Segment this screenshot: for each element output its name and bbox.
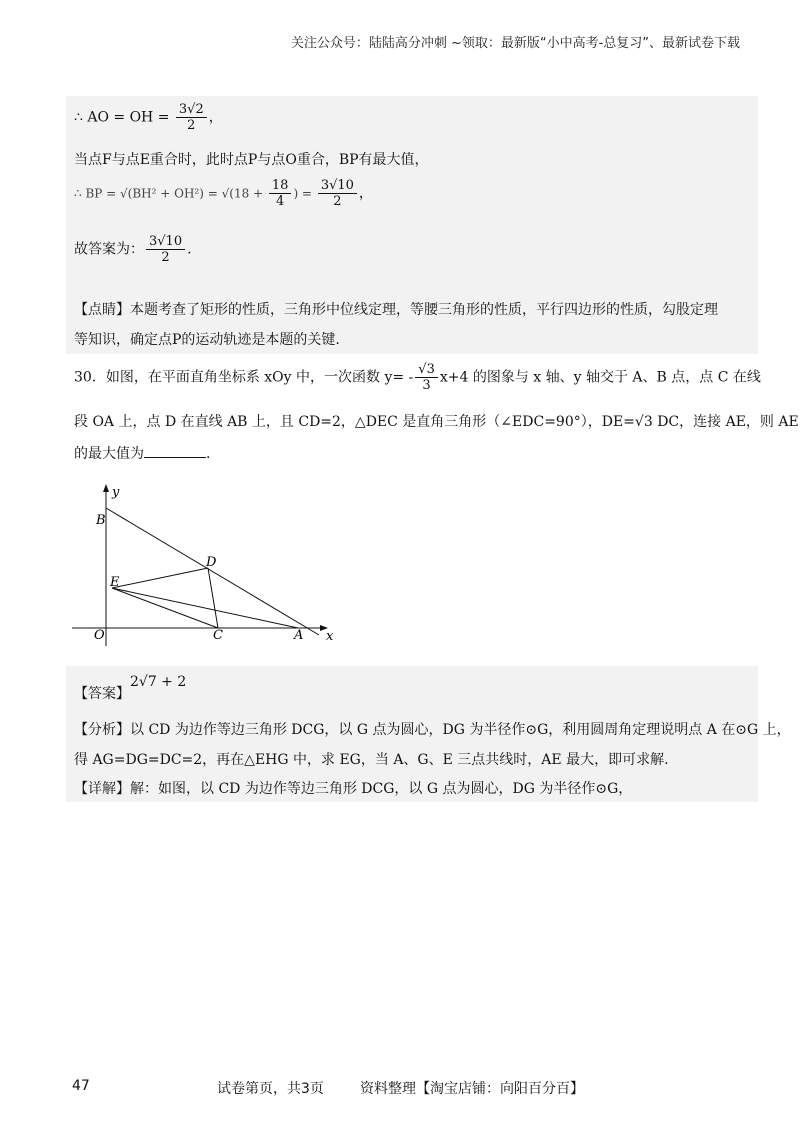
label-b: B	[96, 513, 106, 528]
y-axis-arrow	[103, 484, 109, 492]
answer-line: 故答案为： $\frac{3√10}{2}$ .	[74, 234, 192, 265]
analysis-line-1: 【分析】以 CD 为边作等边三角形 DCG，以 G 点为圆心，DG 为半径作⊙G，利用圆周角定理说明点 A 在⊙G 上，	[74, 722, 791, 738]
segment-ed	[112, 568, 208, 588]
ao-oh-line: ∴ AO = OH = $\frac{3√2}{2}$ ，	[74, 102, 223, 133]
fraction: $\frac{3√10}{2}$	[318, 178, 357, 209]
label-a: A	[294, 628, 304, 643]
bp-line: ∴ BP = √(BH² + OH²) = √(18 + $\frac{18}{4}$ ) = $\frac{3√10}{2}$ ，	[74, 178, 373, 209]
line-ab	[106, 508, 319, 635]
analysis-line-2: 得 AG=DG=DC=2，再在△EHG 中，求 EG，当 A、G、E 三点共线时，AE 最大，即可求解.	[74, 752, 669, 768]
detail-line-1: 【详解】解：如图，以 CD 为边作等边三角形 DCG，以 G 点为圆心，DG 为半径作⊙G，	[74, 781, 633, 797]
fraction: $\frac{√3}{3}$	[415, 362, 438, 393]
answer-blank	[144, 443, 206, 458]
dianjing-line-1: 【点睛】本题考查了矩形的性质，三角形中位线定理，等腰三角形的性质，平行四边形的性质，勾股定理	[74, 302, 718, 318]
segment-dc	[208, 568, 218, 628]
answer-row: 【答案】2√7 + 2	[74, 674, 187, 702]
fraction: $\frac{18}{4}$	[269, 178, 292, 209]
segment-ec	[112, 588, 218, 628]
fraction: $\frac{3√10}{2}$	[146, 234, 185, 265]
source-note: 资料整理【淘宝店铺：向阳百分百】	[360, 1081, 584, 1097]
page-header: 关注公众号：陆陆高分冲刺 ~领取：最新版“小中高考-总复习”、最新试卷下载	[290, 36, 740, 51]
label-c: C	[213, 628, 223, 643]
question-line-3: 的最大值为 .	[74, 443, 210, 464]
answer-value: 2√7 + 2	[130, 674, 187, 690]
page-number: 47	[72, 1078, 90, 1094]
label-d: D	[206, 555, 217, 570]
fraction: $\frac{3√2}{2}$	[176, 102, 207, 133]
label-o: O	[94, 628, 105, 643]
geometry-figure	[66, 476, 346, 656]
segment-ea	[112, 588, 298, 628]
dianjing-line-2: 等知识，确定点P的运动轨迹是本题的关键.	[74, 332, 340, 348]
coincide-line: 当点F与点E重合时，此时点P与点O重合，BP有最大值，	[74, 152, 429, 168]
page-info: 试卷第页，共3页	[217, 1081, 324, 1097]
label-e: E	[110, 575, 120, 590]
question-line-2: 段 OA 上，点 D 在直线 AB 上，且 CD=2，△DEC 是直角三角形（∠EDC=90°），DE=√3 DC，连接 AE，则 AE	[74, 414, 799, 430]
question-line-1: 30．如图，在平面直角坐标系 xOy 中，一次函数 y= - $\frac{√3}{3}$ x+4 的图象与 x 轴、y 轴交于 A、B 点，点 C 在线	[74, 362, 761, 393]
label-y: y	[112, 485, 120, 500]
label-x: x	[326, 629, 334, 644]
